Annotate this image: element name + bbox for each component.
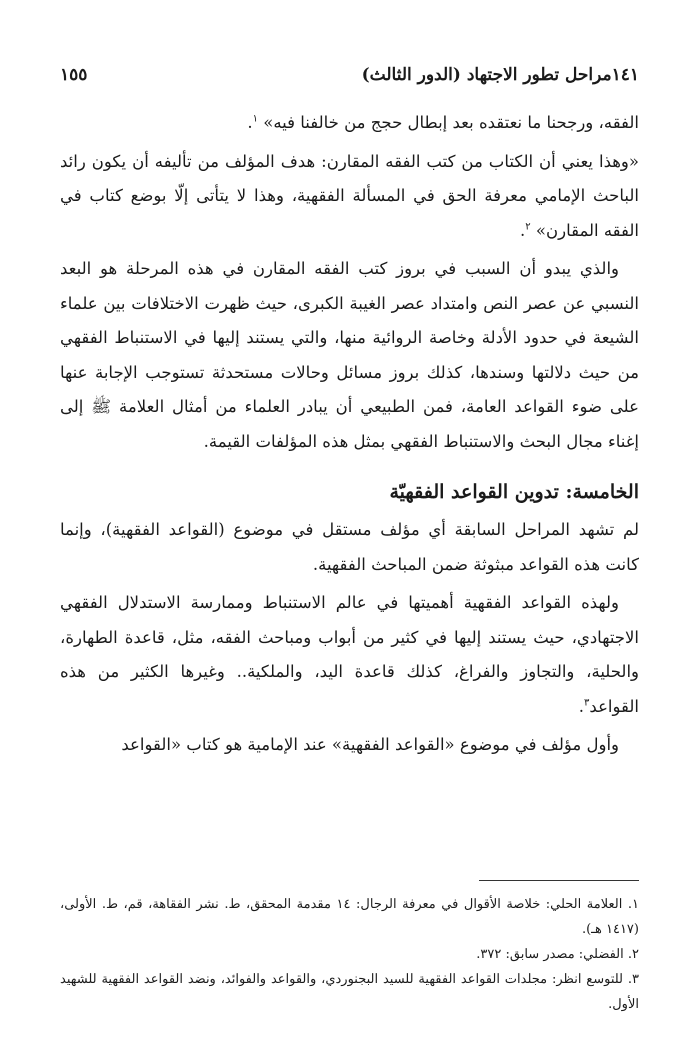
paragraph-2: «وهذا يعني أن الكتاب من كتب الفقه المقارن: هدف المؤلف من تأليفه أن يكون رائد الباحث الإمامي معرفة الحق في المسألة الفقهية، وهذا لا يتأتى إلّا بوضع كتاب في الفقه المقارن» $^٢$. <box>60 151 639 240</box>
footnotes <box>60 892 639 1017</box>
footnote-3: ٣. للتوسع انظر: مجلدات القواعد الفقهية للسيد البجنوردي، والقواعد والفوائد، ونضد القواعد الفقهية للشهيد الأول. <box>60 972 639 1012</box>
footnote-ref-2[interactable]: ٢ <box>525 221 531 232</box>
chapter-title: ١٤١مراحل تطور الاجتهاد (الدور الثالث) <box>361 65 639 85</box>
footnote-2: ٢. الفضلي: مصدر سابق: ٣٧٢. <box>476 947 639 962</box>
running-header <box>60 60 639 90</box>
footnote-ref-3[interactable]: ٣ <box>584 697 590 708</box>
paragraph-5: ولهذه القواعد الفقهية أهميتها في عالم الاستنباط وممارسة الاستدلال الفقهي الاجتهادي، حيث يستند إليها في كثير من أبواب ومباحث الفقه، مثل، قاعدة الطهارة، والحلية، والتجاوز والفراغ، كذلك قاعدة اليد، والملكية.. وغيرها الكثير من هذه القواعد$^٣$. <box>60 593 639 716</box>
footnote-1: ١. العلامة الحلي: خلاصة الأقوال في معرفة الرجال: ١٤ مقدمة المحقق، ط. نشر الفقاهة، قم، ط. الأولى، (١٤١٧ هـ). <box>60 897 639 937</box>
paragraph-6: وأول مؤلف في موضوع «القواعد الفقهية» عند الإمامية هو كتاب «القواعد <box>121 735 619 754</box>
main-text <box>60 106 639 767</box>
footnote-separator <box>479 880 639 881</box>
page-number: ١٥٥ <box>60 65 88 85</box>
section-heading: الخامسة: تدوين القواعد الفقهيّة <box>389 481 639 503</box>
paragraph-3: والذي يبدو أن السبب في بروز كتب الفقه المقارن في هذه المرحلة هو البعد النسبي عن عصر النص وامتداد عصر الغيبة الكبرى، حيث ظهرت الاختلافات بين علماء الشيعة في حدود الأدلة وخاصة الروائية منها، والتي يستند إليها في الاستنباط الفقهي من حيث دلالتها وسندها، كذلك بروز مسائل وحالات مستحدثة تستوجب الإجابة عنها على ضوء القواعد العامة، فمن الطبيعي أن يبادر العلماء من أمثال العلامة ﷺ إلى إغناء مجال البحث والاستنباط الفقهي بمثل هذه المؤلفات القيمة. <box>60 259 639 451</box>
paragraph-1: الفقه، ورجحنا ما نعتقده بعد إبطال حجج من خالفنا فيه» $^١$. <box>247 113 639 132</box>
paragraph-4: لم تشهد المراحل السابقة أي مؤلف مستقل في موضوع (القواعد الفقهية)، وإنما كانت هذه القواعد مبثوثة ضمن المباحث الفقهية. <box>60 520 639 574</box>
footnote-ref-1[interactable]: ١ <box>252 113 258 125</box>
